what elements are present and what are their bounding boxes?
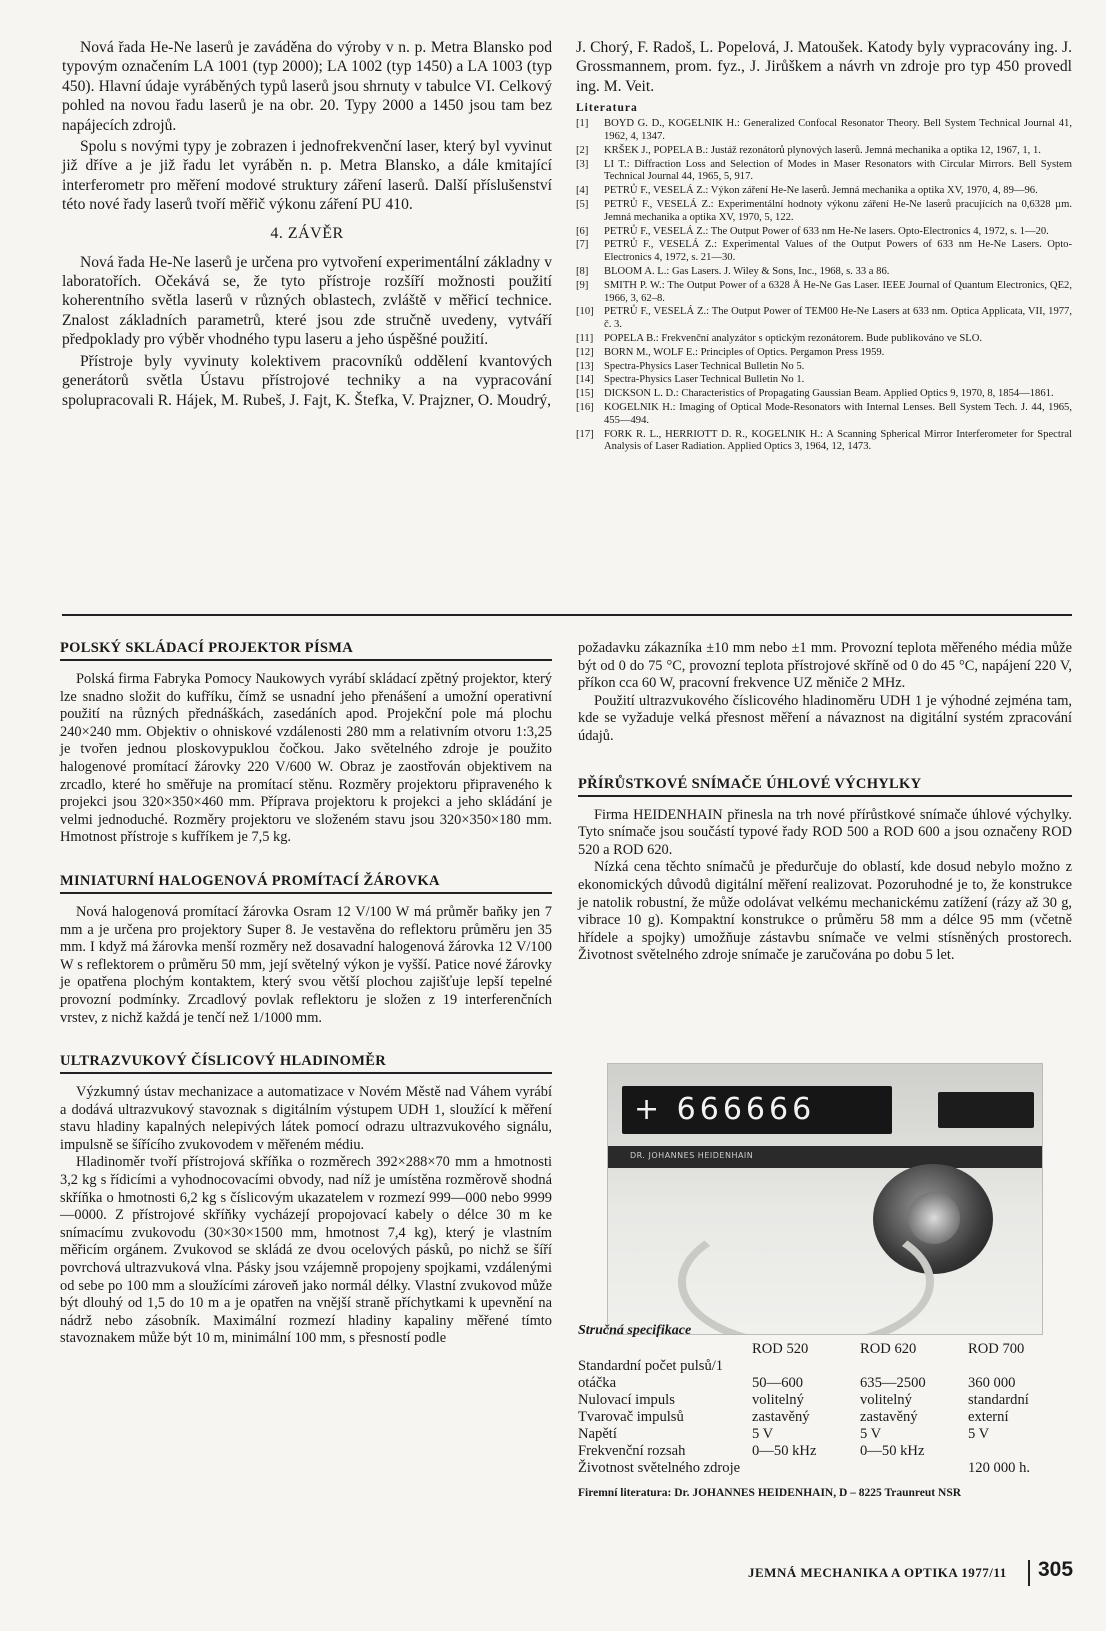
spec-row [578,1443,1068,1460]
reference-text: Spectra-Physics Laser Technical Bulletin No 5. [604,360,805,372]
spec-row-value [968,1443,1068,1460]
level-meter-continuation-2: Použití ultrazvukového číslicového hladinoměru UDH 1 je výhodné zejména tam, kde se vyžaduje velká přesnost měření a návaznost na digitální systém zpracování údajů. [578,692,1072,744]
spec-row-label: Tvarovač impulsů [578,1409,684,1425]
spec-row-value: 635—2500 [860,1375,926,1391]
spec-block [578,1323,1072,1499]
spec-row [578,1409,1068,1426]
spec-row-value: 0—50 kHz [752,1443,817,1459]
spec-row-value: 5 V [752,1426,774,1442]
spec-row-value: volitelný [860,1392,912,1408]
top-right-column [576,38,1072,455]
collaborators-paragraph: J. Chorý, F. Radoš, L. Popelová, J. Matoušek. Katody byly vypracovány ing. J. Grossmannem, prom. fyz., J. Jirůškem a návrh vn zdroje pro typ 450 provedl ing. M. Veit. [576,39,1072,95]
reference-list [576,118,1072,454]
counter-display [622,1086,892,1134]
spec-row-value: standardní [968,1392,1029,1408]
encoder-photo [607,1063,1043,1335]
projector-text: Polská firma Fabryka Pomocy Naukowych vyrábí skládací zpětný projektor, který lze snadno složit do kufříku, čímž se usnadní jeho přenášení a umožní operativní použití na různých přednáškách, zasedáních apod. Projekční pole má plochu 240×240 mm. Objektiv o ohniskové vzdálenosti 280 mm a relativním otvoru 1:3,25 je tvořen jednou ploskovypuklou čočkou. Jako světelného zdroje je použito halogenové promítací žárovky 220 V/600 W. Obraz je zaostřován objektivem na zrcadlo, které ho směřuje na promítací stěnu. Rozměry projektoru připraveného k projekci jsou 320×350×460 mm. Příprava projektoru k projekci a jeho skládání je velmi jednoduché. Rozměry projektoru ve složeném stavu jsou 320×350×180 mm. Hmotnost přístroje s kufříkem je 7,5 kg. [60,671,552,846]
spec-row-label: Nulovací impuls [578,1392,675,1408]
reference-number: [1] [576,118,589,130]
spec-row [578,1460,1068,1477]
encoder-knob [908,1192,960,1244]
reference-number: [12] [576,346,594,358]
reference-item [576,374,1072,387]
encoders-title: PŘÍRŮSTKOVÉ SNÍMAČE ÚHLOVÉ VÝCHYLKY [578,776,1072,797]
reference-text: SMITH P. W.: The Output Power of a 6328 Å He-Ne Gas Laser. IEEE Journal of Quantum Electronics, QE2, 1966, 3, 62–8. [604,279,1072,304]
reference-text: BLOOM A. L.: Gas Lasers. J. Wiley & Sons, Inc., 1968, s. 33 a 86. [604,265,890,277]
reference-text: PETRŮ F., VESELÁ Z.: Výkon záření He-Ne laserů. Jemná mechanika a optika XV, 1970, 4, 89—96. [604,185,1038,197]
spec-col-rod700: ROD 700 [968,1341,1025,1357]
counter-display-small [938,1092,1034,1128]
reference-number: [8] [576,265,589,277]
reference-text: LI T.: Diffraction Loss and Selection of Modes in Maser Resonators with Circular Mirrors. Bell System Technical Journal 44, 1965, 5, 917. [604,158,1072,183]
reference-number: [11] [576,332,594,344]
reference-item [576,306,1072,332]
reference-text: Spectra-Physics Laser Technical Bulletin No 1. [604,374,805,386]
reference-item [576,118,1072,144]
footer-journal: JEMNÁ MECHANIKA A OPTIKA 1977/11 [748,1565,1007,1580]
reference-number: [9] [576,279,589,291]
reference-number: [3] [576,158,589,170]
reference-item [576,429,1072,455]
reference-item [576,185,1072,198]
lamp-title: MINIATURNÍ HALOGENOVÁ PROMÍTACÍ ŽÁROVKA [60,873,552,894]
spec-row [578,1358,1068,1392]
page-number: 305 [1038,1558,1074,1581]
reference-item [576,226,1072,239]
top-left-column [62,38,552,412]
spec-col-rod620: ROD 620 [860,1341,917,1357]
reference-item [576,388,1072,401]
spec-row-value: 360 000 [968,1375,1016,1391]
spec-row-label: Životnost světelného zdroje [578,1460,741,1476]
spec-row-label: Napětí [578,1426,617,1442]
reference-item [576,159,1072,185]
spec-row-value: 5 V [860,1426,882,1442]
spec-title: Stručná specifikace [578,1323,692,1338]
spec-row-value: 50—600 [752,1375,804,1391]
reference-item [576,347,1072,360]
spec-row-value: zastavěný [752,1409,810,1425]
spec-row-label: Frekvenční rozsah [578,1443,686,1459]
reference-number: [7] [576,239,589,251]
spec-row-value [860,1460,968,1477]
footer-separator [1028,1560,1030,1586]
reference-text: PETRŮ F., VESELÁ Z.: The Output Power of TEM00 He-Ne Lasers at 633 nm. Optica Applicata, VII, 1977, č. 3. [604,306,1072,331]
reference-item [576,266,1072,279]
instrument-strip [608,1146,1042,1168]
reference-number: [5] [576,199,589,210]
reference-text: PETRŮ F., VESELÁ Z.: Experimental Values of the Output Powers of 633 nm He-Ne Lasers. Opto-Electronics 4, 1972, s. 21—30. [604,239,1072,264]
spec-row-value: externí [968,1409,1009,1425]
reference-number: [2] [576,144,589,156]
counter-display-value: + 666666 [634,1092,816,1127]
instrument-brand: DR. JOHANNES HEIDENHAIN [630,1151,754,1160]
lower-right-column [578,640,1072,965]
section-divider [62,614,1072,616]
reference-item [576,239,1072,265]
level-meter-paragraph-2: Hladinoměr tvoří přístrojová skříňka o rozměrech 392×288×70 mm a hmotnosti 3,2 kg s řídicími a vyhodnocovacími obvody, nad níž je umístěna rozměrově shodná skříňka o hmotnosti 6,2 kg s číslicovým ukazatelem v rozmezí 999—000 nebo 9999—0000. Z přístrojové skříňky vycházejí propojovací kabely o délce 30 m ke snímacímu zvukovodu (30×30×1500 mm, hmotnost 7,4 kg), který je vlastním měřicím orgánem. Zvukovod se skládá ze dvou ocelových pásků, po nichž se šíří povrchová ultrazvuková vlna. Pásky jsou vzájemně propojeny spojkami, vzdálenými od sebe po 100 mm a sloužícími zároveň jako normál délky. Vlastní zvukovod může být dlouhý od 1,5 do 10 m a je opatřen na vnější straně příchytkami k upevnění na nádrž nebo zásobník. Maximální rozmezí hladiny kapaliny měřené tímto stavoznakem může být 10 m, minimální 100 mm, s přesností podle [60,1154,552,1347]
firm-literature: Firemní literatura: Dr. JOHANNES HEIDENHAIN, D – 8225 Traunreut NSR [578,1487,962,1499]
spec-header-row [578,1341,1068,1358]
reference-number: [16] [576,401,594,413]
level-meter-continuation-1: požadavku zákazníka ±10 mm nebo ±1 mm. Provozní teplota měřeného média může být od 0 do 75 °C, provozní teplota přístrojové skříně od 0 do 45 °C, napájení 220 V, příkon cca 60 W, pracovní frekvence UZ měniče 2 MHz. [578,640,1072,692]
encoders-paragraph-1: Firma HEIDENHAIN přinesla na trh nové přírůstkové snímače úhlové výchylky. Tyto snímače jsou součástí typové řady ROD 500 a ROD 600 a jsou označeny ROD 520 a ROD 620. [578,806,1072,858]
reference-text: BOYD G. D., KOGELNIK H.: Generalized Confocal Resonator Theory. Bell System Technical Journal 41, 1962, 4, 1347. [604,118,1072,143]
reference-number: [17] [576,428,594,440]
reference-item [576,402,1072,428]
spec-row [578,1392,1068,1409]
spec-row-value [752,1460,860,1477]
reference-item [576,145,1072,158]
reference-number: [13] [576,360,594,372]
reference-text: POPELA B.: Frekvenční analyzátor s optickým rezonátorem. Bude publikováno ve SLO. [604,332,983,344]
literature-title: Literatura [576,102,638,115]
reference-text: PETRŮ F., VESELÁ Z.: The Output Power of 633 nm He-Ne lasers. Opto-Electronics 4, 1972, s. 1—20. [604,225,1049,237]
conclusion-paragraph-2: Přístroje byly vyvinuty kolektivem pracovníků oddělení kvantových generátorů světla Ústavu přístrojové techniky a na vypracování spolupracovali R. Hájek, M. Rubeš, J. Fajt, K. Štefka, V. Prajzner, O. Moudrý, [62,352,552,409]
reference-text: FORK R. L., HERRIOTT D. R., KOGELNIK H.: A Scanning Spherical Mirror Interferometer for Spectral Analysis of Laser Radiation. Applied Optics 3, 1964, 12, 1473. [604,428,1072,453]
intro-paragraph-2: Spolu s novými typy je zobrazen i jednofrekvenční laser, který byl vyvinut již dříve a je již řadu let vyráběn n. p. Metra Blansko, a dále kmitající interferometr pro měření modové struktury záření laserů. Další příslušenství této nové řady laserů tvoří měřič výkonu záření PU 410. [62,138,552,214]
reference-text: BORN M., WOLF E.: Principles of Optics. Pergamon Press 1959. [604,346,885,358]
spec-row-value: 0—50 kHz [860,1443,925,1459]
reference-number: [14] [576,374,594,386]
spec-row [578,1426,1068,1443]
reference-item [576,280,1072,306]
level-meter-title: ULTRAZVUKOVÝ ČÍSLICOVÝ HLADINOMĚR [60,1053,552,1074]
spec-table [578,1341,1068,1477]
reference-number: [15] [576,388,594,400]
conclusion-heading: 4. ZÁVĚR [270,224,344,242]
spec-row-label: Standardní počet pulsů/1 otáčka [578,1358,724,1391]
conclusion-paragraph-1: Nová řada He-Ne laserů je určena pro vytvoření experimentální základny v laboratořích. Očekává se, že tyto přístroje rozšíří možnosti použití koherentního světla laserů v různých oblastech, zvláště v měřicí technice. Znalost základních parametrů, které jsou zde stručně uvedeny, vytváří předpoklady pro výběr vhodného typu laseru a jeho úspěšné použití. [62,253,552,349]
lower-left-column [60,640,552,1348]
reference-item [576,333,1072,346]
reference-number: [6] [576,225,589,237]
reference-text: DICKSON L. D.: Characteristics of Propagating Gaussian Beam. Applied Optics 9, 1970, 8, 1854—1861. [604,388,1054,400]
encoders-paragraph-2: Nízká cena těchto snímačů je předurčuje do oblastí, kde dosud nebylo možno z ekonomických důvodů digitální měření realizovat. Pozoruhodné je to, že konstrukce je natolik robustní, že může odolávat velkému mechanickému zatížení (rázy až 30 g, vibrace 10 g). Kompaktní konstrukce o průměru 58 mm a délce 95 mm (včetně hřídele a spojky) umožňuje zástavbu snímače ve velmi stísněných prostorech. Životnost světelného zdroje snímače je zaručována po dobu 5 let. [578,859,1072,964]
level-meter-paragraph-1: Výzkumný ústav mechanizace a automatizace v Novém Městě nad Váhem vyrábí a dodává ultrazvukový stavoznak s digitálním výstupem UDH 1, sloužící k měření stavu hladiny kapalných nelepivých látek pomocí odrazu ultrazvukového signálu, impulsně se šířícího zvukovodem v měřeném médiu. [60,1084,552,1153]
spec-row-value: volitelný [752,1392,804,1408]
reference-text: PETRŮ F., VESELÁ Z.: Experimentální hodnoty výkonu záření He-Ne laserů pracujících na 0,6328 µm. Jemná mechanika a optika XV, 1970, 5, 122. [604,199,1072,223]
spec-row-value: zastavěný [860,1409,918,1425]
projector-title: POLSKÝ SKLÁDACÍ PROJEKTOR PÍSMA [60,640,552,661]
reference-text: KRŠEK J., POPELA B.: Justáž rezonátorů plynových laserů. Jemná mechanika a optika 12, 1967, 1, 1. [604,144,1041,156]
reference-item [576,199,1072,225]
spec-row-value: 5 V [968,1426,990,1442]
reference-number: [10] [576,306,594,318]
spec-col-rod520: ROD 520 [752,1341,809,1357]
reference-item [576,361,1072,374]
reference-number: [4] [576,185,589,197]
spec-row-value: 120 000 h. [968,1460,1031,1476]
reference-text: KOGELNIK H.: Imaging of Optical Mode-Resonators with Internal Lenses. Bell System Tech. J. 44, 1965, 455—494. [604,401,1072,426]
lamp-text: Nová halogenová promítací žárovka Osram 12 V/100 W má průměr baňky jen 7 mm a je určena pro projektory Super 8. Je vestavěna do reflektoru průměru jen 35 mm. I když má žárovka menší rozměry než dosavadní halogenová žárovka 12 V/100 W s reflektorem o průměru 50 mm, její světelný výkon je vyšší. Patice nové žárovky je opatřena plochým kontaktem, který svou větší plochou zajišťuje lepší tepelné provozní podmínky. Zrcadlový povlak reflektoru je složen z 19 interferenčních vrstev, z nichž každá je tenčí než 1/1000 mm. [60,903,552,1026]
intro-paragraph-1: Nová řada He-Ne laserů je zaváděna do výroby v n. p. Metra Blansko pod typovým označením LA 1001 (typ 2000); LA 1002 (typ 1450) a LA 1003 (typ 450). Hlavní údaje vyráběných typů laserů jsou shrnuty v tabulce VI. Celkový pohled na novou řadu laserů je na obr. 20. Typy 2000 a 1450 jsou tam bez napájecích zdrojů. [62,39,552,134]
